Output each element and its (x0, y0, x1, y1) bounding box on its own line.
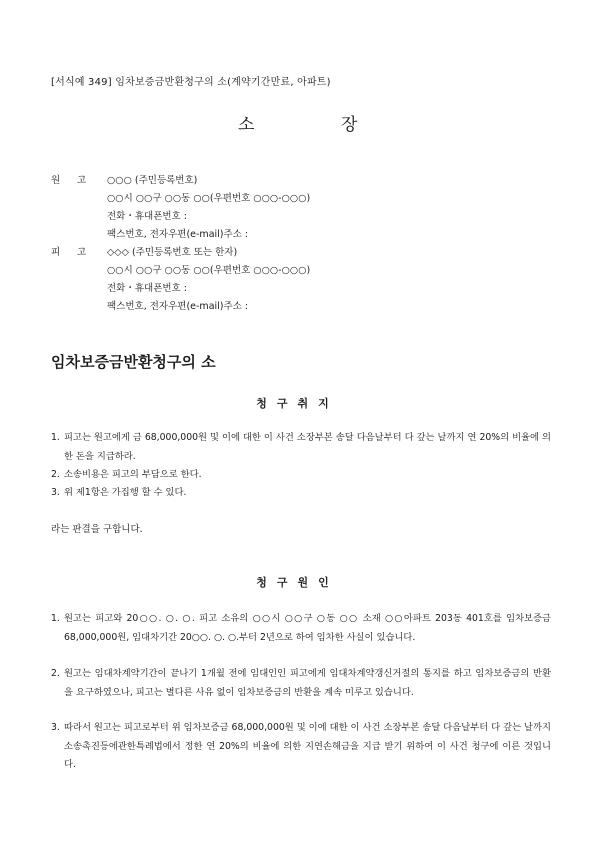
closing-sentence: 라는 판결을 구합니다. (51, 524, 143, 535)
cause-text: 원고는 피고와 20○○. ○. ○. 피고 소유의 ○○시 ○○구 ○동 ○○ 소재 ○○아파트 203동 401호를 임차보증금 68,000,000원, 임대차기간 20○○. ○. ○.부터 2년으로 하여 임차한 사실이 있습니다. (64, 613, 551, 643)
document-title-char-1: 소 (238, 115, 255, 135)
plaintiff-name: ○○○ (주민등록번호) (107, 175, 198, 186)
cause-item-2 (51, 665, 551, 702)
plaintiff-fax-email: 팩스번호, 전자우편(e-mail)주소 : (107, 229, 249, 240)
defendant-name: ◇◇◇ (주민등록번호 또는 한자) (107, 247, 238, 258)
defendant-role-char-2: 고 (77, 247, 87, 258)
case-title: 임차보증금반환청구의 소 (51, 353, 216, 371)
defendant-address: ○○시 ○○구 ○○동 ○○(우편번호 ○○○-○○○) (107, 265, 311, 276)
plaintiff-phone: 전화・휴대폰번호 : (107, 211, 187, 222)
cause-number: 1. (51, 613, 60, 624)
claim-text: 피고는 원고에게 금 68,000,000원 및 이에 대한 이 사건 소장부본 송달 다음날부터 다 갚는 날까지 연 20%의 비율에 의한 돈을 지급하라. (64, 432, 551, 462)
cause-text: 따라서 원고는 피고로부터 위 임차보증금 68,000,000원 및 이에 대한 이 사건 소장부본 송달 다음날부터 다 갚는 날까지 소송촉진등에관한특례법에서 정한 연 20%의 비율에 의한 지연손해금을 지급 받기 위하여 이 사건 청구에 이른 것입니다. (64, 722, 551, 770)
claim-number: 3. (51, 487, 60, 498)
cause-heading: 청구원인 (256, 576, 339, 589)
form-label: [서식예 349] 임차보증금반환청구의 소(계약기간만료, 아파트) (51, 77, 331, 88)
claim-text: 소송비용은 피고의 부담으로 한다. (64, 469, 202, 480)
cause-item-1 (51, 610, 551, 647)
cause-text: 원고는 임대차계약기간이 끝나기 1개월 전에 임대인인 피고에게 임대차계약갱신거절의 통지를 하고 임차보증금의 반환을 요구하였으나, 피고는 별다른 사유 없이 임차보증금의 반환을 계속 미루고 있습니다. (64, 668, 551, 698)
cause-item-3 (51, 719, 551, 775)
claim-number: 2. (51, 469, 60, 480)
claim-heading: 청구취지 (256, 397, 339, 410)
document-title-char-2: 장 (341, 115, 358, 135)
claim-item-3 (51, 484, 551, 503)
claim-number: 1. (51, 432, 60, 443)
defendant-fax-email: 팩스번호, 전자우편(e-mail)주소 : (107, 301, 249, 312)
plaintiff-role-char-2: 고 (77, 175, 87, 186)
claim-item-2 (51, 466, 551, 485)
defendant-phone: 전화・휴대폰번호 : (107, 283, 187, 294)
claim-item-1 (51, 429, 551, 466)
cause-number: 2. (51, 668, 60, 679)
cause-number: 3. (51, 722, 60, 733)
plaintiff-role-char-1: 원 (51, 175, 61, 186)
defendant-role-char-1: 피 (51, 247, 61, 258)
claim-text: 위 제1항은 가집행 할 수 있다. (64, 487, 187, 498)
plaintiff-address: ○○시 ○○구 ○○동 ○○(우편번호 ○○○-○○○) (107, 193, 311, 204)
